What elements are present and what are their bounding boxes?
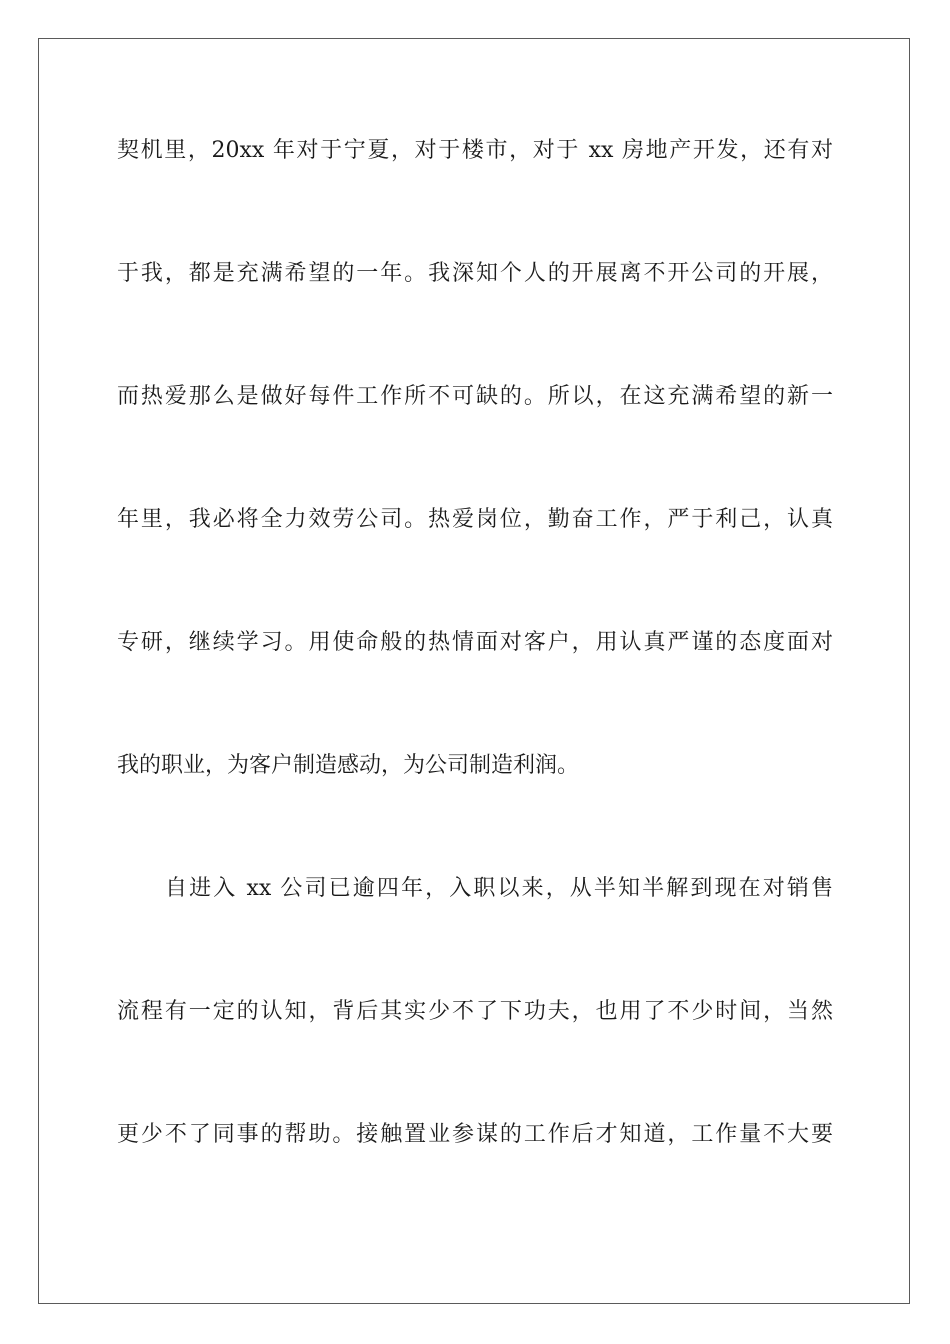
page-frame bbox=[38, 38, 910, 1304]
paragraph-line-5: 专研，继续学习。用使命般的热情面对客户，用认真严谨的态度面对 bbox=[117, 630, 833, 655]
paragraph-line-1: 契机里，20xx 年对于宁夏，对于楼市，对于 xx 房地产开发，还有对 bbox=[117, 138, 833, 163]
paragraph-line-6: 我的职业，为客户制造感动，为公司制造利润。 bbox=[117, 753, 580, 778]
paragraph-line-2: 于我，都是充满希望的一年。我深知个人的开展离不开公司的开展， bbox=[117, 261, 833, 286]
paragraph-line-9: 更少不了同事的帮助。接触置业参谋的工作后才知道，工作量不大要 bbox=[117, 1122, 833, 1147]
paragraph-line-8: 流程有一定的认知，背后其实少不了下功夫，也用了不少时间，当然 bbox=[117, 999, 833, 1024]
paragraph-line-4: 年里，我必将全力效劳公司。热爱岗位，勤奋工作，严于利己，认真 bbox=[117, 507, 833, 532]
paragraph-line-3: 而热爱那么是做好每件工作所不可缺的。所以，在这充满希望的新一 bbox=[117, 384, 833, 409]
paragraph-line-7: 自进入 xx 公司已逾四年，入职以来，从半知半解到现在对销售 bbox=[165, 876, 833, 901]
